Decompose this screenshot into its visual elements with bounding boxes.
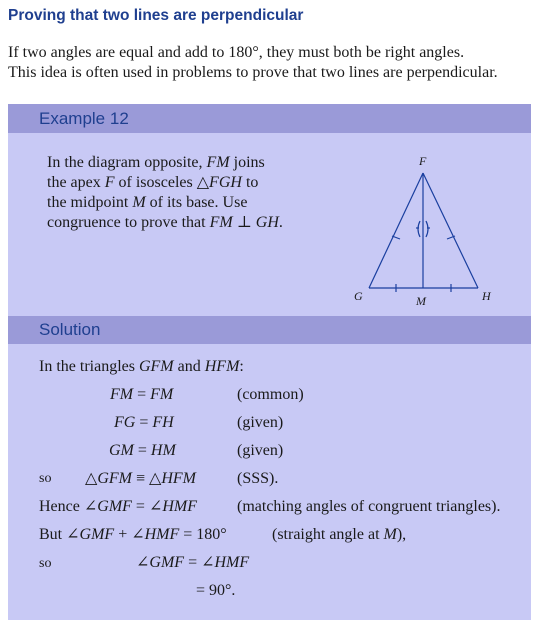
conclusion-equation: ∠GMF = ∠HMF: [136, 554, 250, 571]
reason-matching: (matching angles of congruent triangles).: [237, 498, 501, 515]
reason-3: (given): [237, 442, 284, 459]
reason-2: (given): [237, 414, 284, 431]
intro-line-1: If two angles are equal and add to 180°, they must both be right angles.: [8, 44, 465, 61]
problem-line-1: In the diagram opposite, FM joins: [47, 154, 265, 171]
solution-body: [8, 344, 531, 620]
triangle-diagram: [8, 133, 531, 316]
side-fh: [423, 173, 478, 288]
side-fg: [369, 173, 423, 288]
so-2: so: [39, 556, 52, 571]
solution-intro: In the triangles GFM and HFM:: [39, 358, 244, 375]
problem-line-3: the midpoint M of its base. Use: [47, 194, 248, 211]
but-line: But ∠GMF + ∠HMF = 180°: [39, 526, 227, 543]
equation-2: FG = FH: [114, 414, 174, 431]
solution-header: Solution: [8, 316, 531, 344]
reason-sss: (SSS).: [237, 470, 279, 487]
example-header: Example 12: [8, 104, 531, 133]
angle-arc-left: [418, 221, 420, 237]
problem-line-4: congruence to prove that FM ⊥ GH.: [47, 214, 283, 231]
final-result: = 90°.: [196, 582, 236, 599]
intro-line-2: This idea is often used in problems to prove that two lines are perpendicular.: [8, 64, 498, 81]
reason-straight: (straight angle at M),: [272, 526, 407, 543]
label-m: M: [416, 294, 426, 308]
label-h: H: [482, 289, 491, 303]
section-heading: Proving that two lines are perpendicular: [8, 7, 304, 24]
label-g: G: [354, 289, 363, 303]
label-f: F: [419, 154, 427, 168]
hence-line: Hence ∠GMF = ∠HMF: [39, 498, 198, 515]
congruence-statement: △GFM ≡ △HFM: [85, 470, 196, 487]
so-1: so: [39, 471, 52, 486]
problem-line-2: the apex F of isosceles △FGH to: [47, 174, 259, 191]
angle-arc-right: [426, 221, 428, 237]
example-body: [8, 133, 531, 316]
reason-1: (common): [237, 386, 304, 403]
equation-3: GM = HM: [109, 442, 176, 459]
equation-1: FM = FM: [110, 386, 174, 403]
